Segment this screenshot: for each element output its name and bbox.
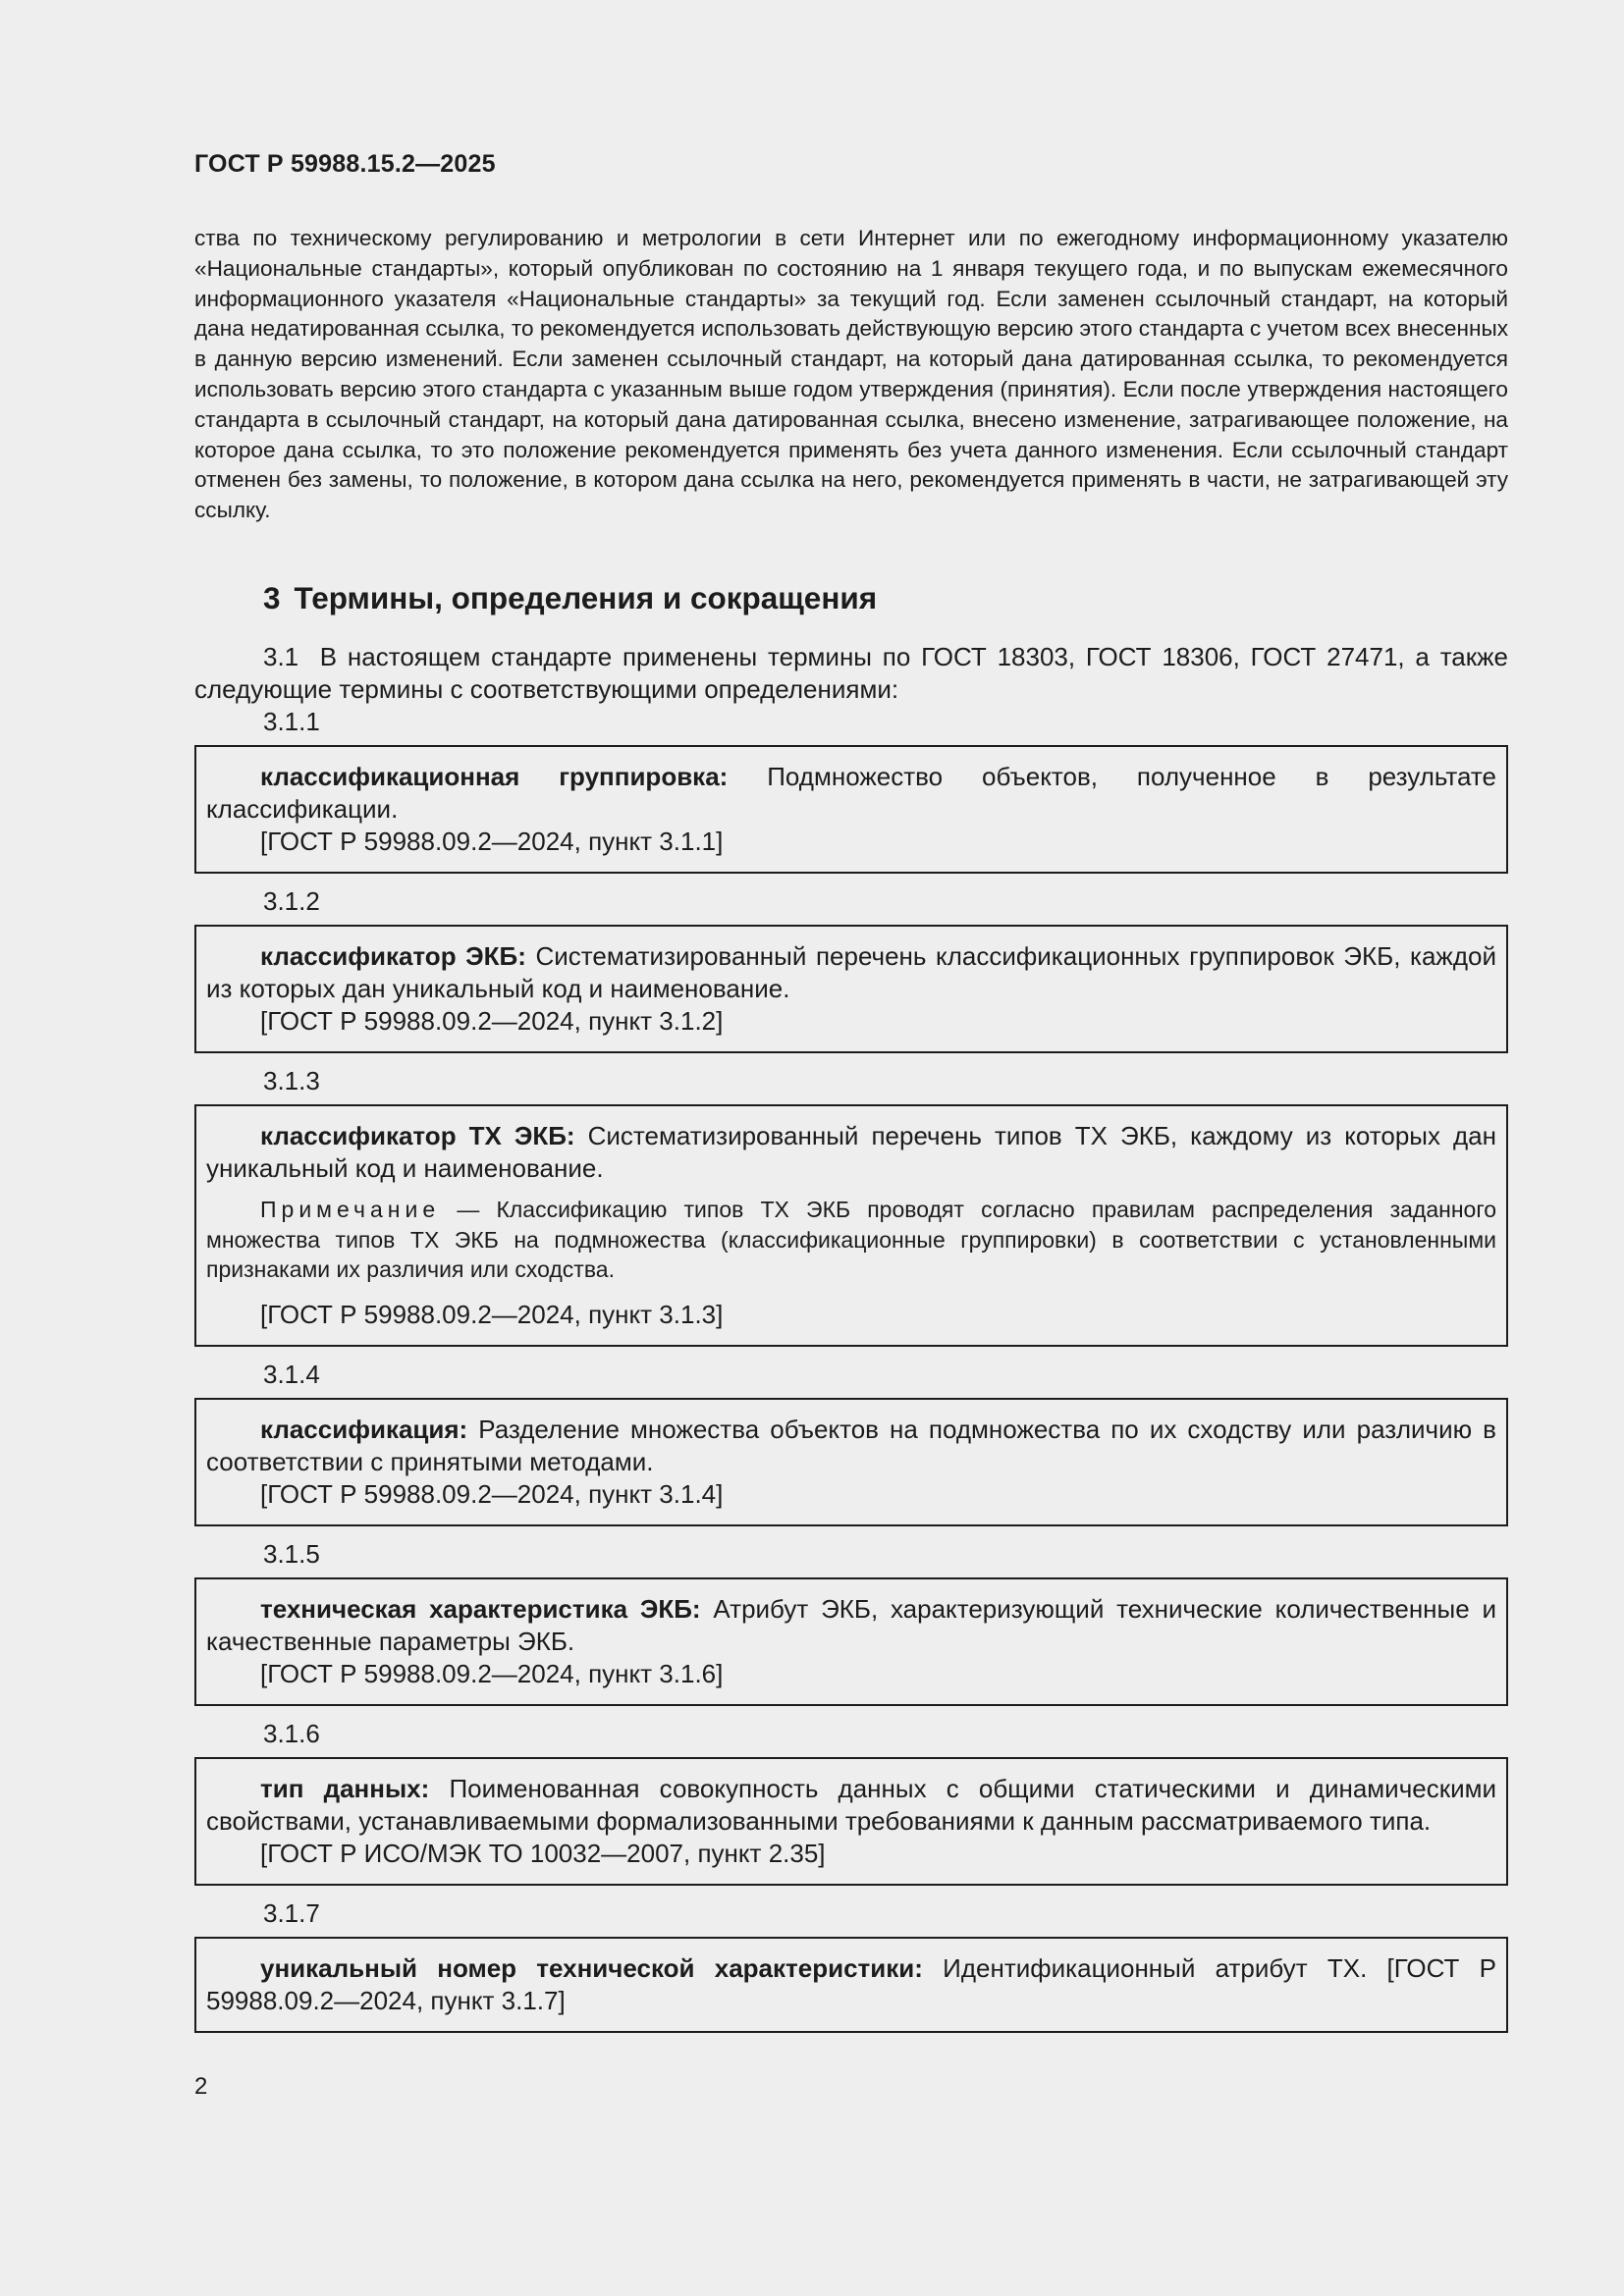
term-definition: Систематизированный перечень типов ТХ ЭКБ, каждому из которых дан уникальный код и наименование. xyxy=(206,1121,1497,1183)
term-source: [ГОСТ Р 59988.09.2—2024, пункт 3.1.4] xyxy=(260,1478,724,1509)
term-definition: Поименованная совокупность данных с общими статическими и динамическими свойствами, устанавливаемыми формализованными требованиями к данным рассматриваемого типа. xyxy=(206,1773,1496,1836)
clause-3-1 xyxy=(194,641,1508,706)
term-definition-line xyxy=(206,1773,1496,1838)
term-entry xyxy=(194,745,1508,874)
term-entry xyxy=(194,1937,1508,2033)
term-entry xyxy=(194,925,1508,1053)
term-source: [ГОСТ Р 59988.09.2—2024, пункт 3.1.3] xyxy=(260,1299,724,1329)
term-number: 3.1.1 xyxy=(263,707,320,736)
term-definition-line xyxy=(206,761,1496,826)
term-definition: Разделение множества объектов на подмножества по их сходству или различию в соответствии с принятыми методами. xyxy=(206,1414,1496,1476)
term-entry xyxy=(194,1104,1508,1347)
term-number: 3.1.2 xyxy=(263,886,320,916)
section-number: 3 xyxy=(263,580,281,615)
term-source: [ГОСТ Р 59988.09.2—2024, пункт 3.1.6] xyxy=(260,1658,724,1688)
clause-text: В настоящем стандарте применены термины по ГОСТ 18303, ГОСТ 18306, ГОСТ 27471, а также следующие термины с соответствующими определениями: xyxy=(194,642,1508,704)
term-definition-line xyxy=(206,1414,1496,1478)
note-label: Примечание xyxy=(260,1197,441,1222)
term-name: классификатор ТХ ЭКБ: xyxy=(260,1121,575,1150)
term-number: 3.1.6 xyxy=(263,1718,320,1748)
terms-list xyxy=(194,706,1508,2045)
term-entry xyxy=(194,1757,1508,1886)
term-name: классификатор ЭКБ: xyxy=(260,941,526,971)
term-name: классификация: xyxy=(260,1414,468,1444)
term-source: [ГОСТ Р 59988.09.2—2024, пункт 3.1.2] xyxy=(260,1006,724,1036)
section-heading xyxy=(263,580,877,616)
term-definition-line xyxy=(206,1952,1496,2017)
intro-paragraph xyxy=(194,224,1508,526)
term-definition-line xyxy=(206,1593,1496,1658)
term-source: [ГОСТ Р ИСО/МЭК ТО 10032—2007, пункт 2.35] xyxy=(260,1838,826,1868)
term-name: тип данных: xyxy=(260,1773,430,1803)
section-title: Термины, определения и сокращения xyxy=(294,580,878,615)
term-number: 3.1.7 xyxy=(263,1897,320,1928)
term-number: 3.1.4 xyxy=(263,1359,320,1389)
term-definition-line xyxy=(206,940,1496,1005)
term-source: [ГОСТ Р 59988.09.2—2024, пункт 3.1.1] xyxy=(260,827,724,856)
term-name: техническая характеристика ЭКБ: xyxy=(260,1593,701,1624)
term-number: 3.1.5 xyxy=(263,1538,320,1569)
term-entry xyxy=(194,1577,1508,1706)
term-definition: Подмножество объектов, полученное в результате классификации. xyxy=(206,762,1497,824)
term-definition: Систематизированный перечень классификационных группировок ЭКБ, каждой из которых дан уникальный код и наименование. xyxy=(206,941,1496,1003)
note-text: — Классификацию типов ТХ ЭКБ проводят согласно правилам распределения заданного множества типов ТХ ЭКБ на подмножества (классификационные группировки) в соответствии с установленными признаками их различия или сходства. xyxy=(206,1197,1497,1282)
term-definition: Атрибут ЭКБ, характеризующий технические количественные и качественные параметры ЭКБ. xyxy=(206,1593,1496,1656)
term-name: классификационная группировка: xyxy=(260,762,729,791)
clause-number: 3.1 xyxy=(263,642,299,671)
term-entry xyxy=(194,1398,1508,1526)
term-definition: Идентификационный атрибут ТХ. xyxy=(943,1952,1368,1983)
term-number: 3.1.3 xyxy=(263,1066,320,1095)
term-name: уникальный номер технической характеристики: xyxy=(260,1952,923,1983)
intro-text: ства по техническому регулированию и метрологии в сети Интернет или по ежегодному информационному указателю «Национальные стандарты», который опубликован по состоянию на 1 января текущего года, и по выпускам ежемесячного информационного указателя «Национальные стандарты» за текущий год. Если заменен ссылочный стандарт, на который дана недатированная ссылка, то рекомендуется использовать действующую версию этого стандарта с учетом всех внесенных в данную версию изменений. Если заменен ссылочный стандарт, на который дана датированная ссылка, то рекомендуется использовать версию этого стандарта с указанным выше годом утверждения (принятия). Если после утверждения настоящего стандарта в ссылочный стандарт, на который дана датированная ссылка, внесено изменение, затрагивающее положение, на которое дана ссылка, то это положение рекомендуется применять без учета данного изменения. Если ссылочный стандарт отменен без замены, то положение, в котором дана ссылка на него, рекомендуется применять в части, не затрагивающей эту ссылку. xyxy=(194,226,1508,523)
document-header: ГОСТ Р 59988.15.2—2025 xyxy=(194,150,496,178)
term-note xyxy=(206,1195,1496,1285)
term-source: [ГОСТ Р 59988.09.2—2024, пункт 3.1.7] xyxy=(206,1952,1496,2015)
page-number: 2 xyxy=(194,2073,208,2100)
term-definition-line xyxy=(206,1120,1496,1185)
